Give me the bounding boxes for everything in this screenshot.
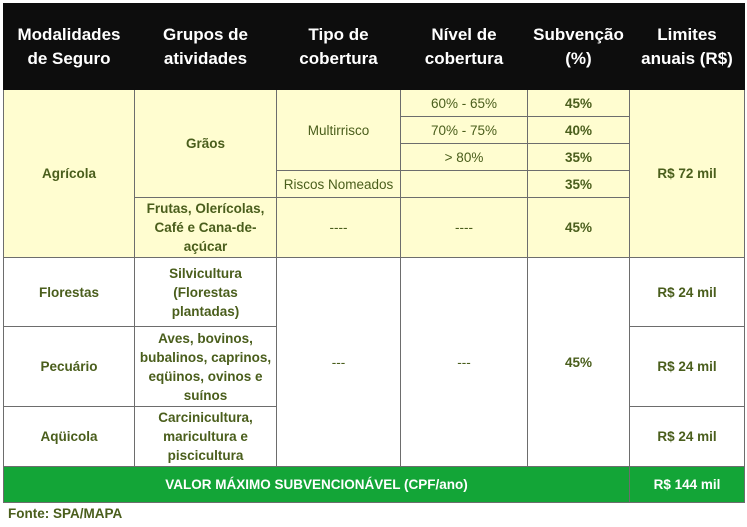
nivel-cell: 60% - 65% bbox=[401, 90, 528, 117]
subvencao-cell: 45% bbox=[528, 90, 630, 117]
florestas-group: Silvicultura (Florestas plantadas) bbox=[135, 258, 277, 327]
frutas-nivel: ---- bbox=[401, 198, 528, 258]
aquicola-modalidade: Aqüicola bbox=[4, 407, 135, 467]
frutas-tipo: ---- bbox=[277, 198, 401, 258]
header-grupos: Grupos de atividades bbox=[135, 4, 277, 90]
table-row bbox=[4, 258, 745, 327]
empty-cell bbox=[401, 171, 528, 198]
total-label: VALOR MÁXIMO SUBVENCIONÁVEL (CPF/ano) bbox=[4, 467, 630, 503]
florestas-modalidade: Florestas bbox=[4, 258, 135, 327]
frutas-group: Frutas, Olerícolas, Café e Cana-de-açúcar bbox=[135, 198, 277, 258]
header-subvencao: Subvenção (%) bbox=[528, 4, 630, 90]
subsidy-table-container bbox=[3, 3, 745, 503]
header-tipo: Tipo de cobertura bbox=[277, 4, 401, 90]
subvencao-cell: 35% bbox=[528, 144, 630, 171]
nivel-cell: > 80% bbox=[401, 144, 528, 171]
multirrisco-cell: Multirrisco bbox=[277, 90, 401, 171]
total-row bbox=[4, 467, 745, 503]
nivel-cell: 70% - 75% bbox=[401, 117, 528, 144]
shared-tipo: --- bbox=[277, 258, 401, 467]
pecuario-group: Aves, bovinos, bubalinos, caprinos, eqüinos, ovinos e suínos bbox=[135, 327, 277, 407]
riscos-nomeados-cell: Riscos Nomeados bbox=[277, 171, 401, 198]
shared-nivel: --- bbox=[401, 258, 528, 467]
agricola-modalidade: Agrícola bbox=[4, 90, 135, 258]
shared-subvencao: 45% bbox=[528, 258, 630, 467]
pecuario-limite: R$ 24 mil bbox=[630, 327, 745, 407]
header-modalidades: Modalidades de Seguro bbox=[4, 4, 135, 90]
subvencao-cell: 35% bbox=[528, 171, 630, 198]
frutas-subvencao: 45% bbox=[528, 198, 630, 258]
aquicola-limite: R$ 24 mil bbox=[630, 407, 745, 467]
header-nivel: Nível de cobertura bbox=[401, 4, 528, 90]
subvencao-cell: 40% bbox=[528, 117, 630, 144]
header-row bbox=[4, 4, 745, 90]
header-limites: Limites anuais (R$) bbox=[630, 4, 745, 90]
total-value: R$ 144 mil bbox=[630, 467, 745, 503]
subsidy-table bbox=[3, 3, 745, 503]
aquicola-group: Carcinicultura, maricultura e piscicultura bbox=[135, 407, 277, 467]
florestas-limite: R$ 24 mil bbox=[630, 258, 745, 327]
agricola-limite: R$ 72 mil bbox=[630, 90, 745, 258]
graos-group: Grãos bbox=[135, 90, 277, 198]
source-note: Fonte: SPA/MAPA bbox=[8, 506, 123, 521]
table-row bbox=[4, 90, 745, 117]
pecuario-modalidade: Pecuário bbox=[4, 327, 135, 407]
